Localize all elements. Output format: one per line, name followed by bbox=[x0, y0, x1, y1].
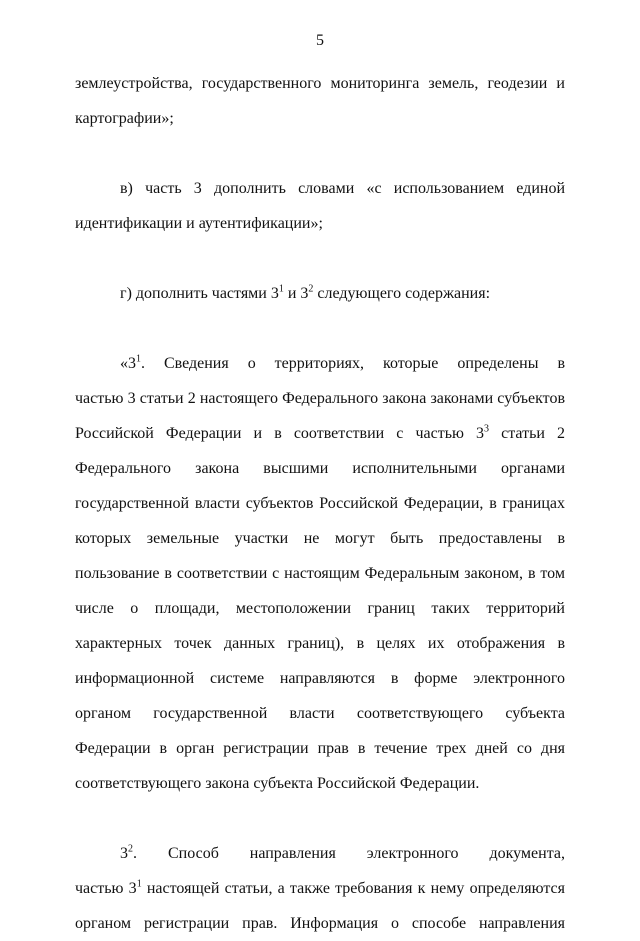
superscript: 1 bbox=[136, 353, 141, 365]
text-line: пользование в соответствии с настоящим Федеральным законом, в том bbox=[75, 565, 565, 582]
text-line: частью 3 статьи 2 настоящего Федерального закона законами субъектов bbox=[75, 390, 565, 407]
text-fragment: 3 bbox=[120, 845, 128, 862]
text-fragment: «3 bbox=[120, 355, 136, 372]
text-fragment: . Способ направления электронного документа, bbox=[133, 845, 565, 862]
paragraph-gap bbox=[75, 241, 565, 276]
text-line: соответствующего закона субъекта Российской Федерации. bbox=[75, 775, 480, 792]
text-line bbox=[75, 836, 565, 871]
text-line: идентификации и аутентификации»; bbox=[75, 215, 323, 232]
text-line bbox=[75, 276, 565, 311]
superscript: 2 bbox=[308, 283, 314, 295]
superscript: 1 bbox=[278, 283, 284, 295]
text-line: органом регистрации прав. Информация о способе направления bbox=[75, 915, 565, 932]
document-body bbox=[75, 66, 565, 941]
text-fragment: г) дополнить частями 3 bbox=[120, 285, 279, 302]
text-line: числе о площади, местоположении границ таких территорий bbox=[75, 600, 565, 617]
superscript: 2 bbox=[128, 843, 133, 855]
text-line: органом государственной власти соответствующего субъекта bbox=[75, 705, 565, 722]
paragraph-gap bbox=[75, 801, 565, 836]
text-line: Федерации в орган регистрации прав в течение трех дней со дня bbox=[75, 740, 565, 757]
page-number: 5 bbox=[316, 32, 324, 49]
text-line bbox=[75, 871, 565, 906]
text-fragment: настоящей статьи, а также требования к нему определяются bbox=[141, 880, 565, 897]
text-fragment: частью 3 bbox=[75, 880, 137, 897]
text-line: в) часть 3 дополнить словами «с использованием единой bbox=[120, 180, 565, 197]
paragraph-gap bbox=[75, 136, 565, 171]
text-line: информационной системе направляются в форме электронного bbox=[75, 670, 565, 687]
superscript: 1 bbox=[136, 878, 142, 890]
paragraph-gap bbox=[75, 311, 565, 346]
superscript: 3 bbox=[484, 423, 490, 435]
text-fragment: Российской Федерации и в соответствии с частью 3 bbox=[75, 425, 485, 442]
text-fragment: статьи 2 bbox=[501, 425, 565, 442]
text-fragment: и 3 bbox=[283, 285, 309, 302]
text-line: картографии»; bbox=[75, 110, 174, 127]
text-line bbox=[75, 416, 565, 451]
text-fragment: следующего содержания: bbox=[313, 285, 491, 302]
text-line bbox=[75, 346, 565, 381]
text-line: характерных точек данных границ), в целях их отображения в bbox=[75, 635, 565, 652]
text-line: Федерального закона высшими исполнительными органами bbox=[75, 460, 565, 477]
text-line: государственной власти субъектов Российской Федерации, в границах bbox=[75, 495, 565, 512]
text-line: землеустройства, государственного мониторинга земель, геодезии и bbox=[75, 75, 565, 92]
text-fragment: . Сведения о территориях, которые определены в bbox=[141, 355, 565, 372]
text-line: которых земельные участки не могут быть предоставлены в bbox=[75, 530, 565, 547]
